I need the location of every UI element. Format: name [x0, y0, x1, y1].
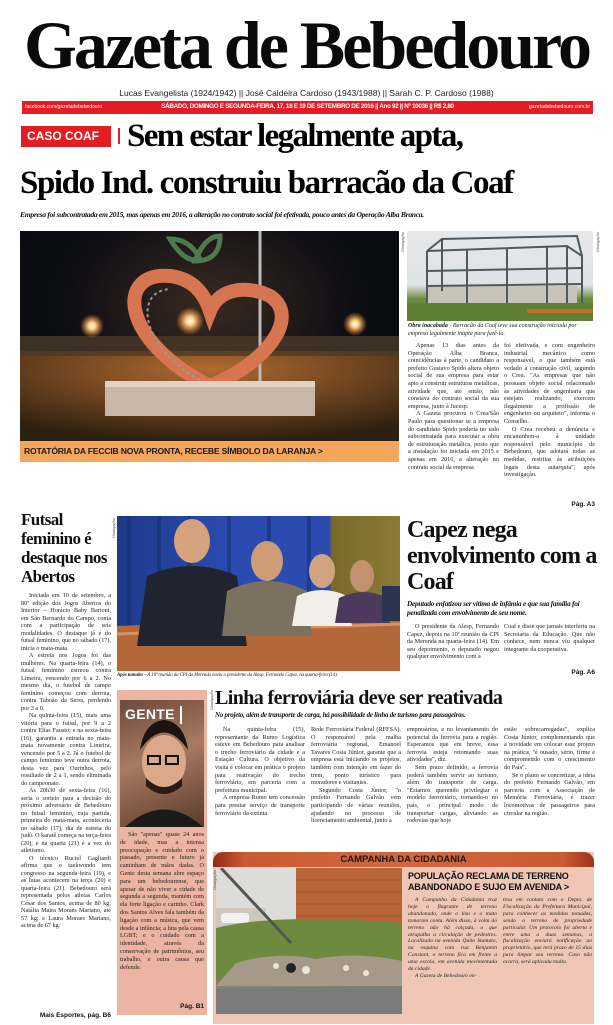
photo-credit-feccib: Divulgação: [400, 232, 405, 252]
futsal-paragraph: A estreia nos Jogos foi das mulheres. Na quarta-feira (14), o futsal feminino estreou contra Limeira, vencendo por 6 a 2. No mesmo dia, o futebol de campo feminino começou com derrota, contra Taboão da Serra, perdendo por 3 a 0.: [21, 652, 111, 712]
cpi-merenda-photo[interactable]: [117, 516, 400, 671]
capez-headline[interactable]: Capez nega envolvimento com a Coaf: [407, 517, 597, 595]
kicker-separator: [118, 128, 120, 144]
dateline: SÁBADO, DOMINGO E SEGUNDA-FEIRA, 17, 18 E 19 DE SETEMBRO DE 2016 || Ano 92 || Nº 10036 || R$ 2,80: [161, 103, 454, 110]
futsal-paragraph: Na quinta-feira (15), mais uma vitória para o futsal, por 9 a 2 contra Elias Fausto; e na sexta-feira (16), garantiu a entrada no mata-mata novamente contra Limeira, vencendo por 5 a 2. Já o futebol de campo feminino teve outra derrota, desta vez para Ourinhos, pelo resultado de 2 a 1, sendo eliminada do campeonato.: [21, 712, 111, 787]
lead-paragraph: O Crea recebeu a denúncia e encaminhou-a à unidade responsável pelo município de Bebedouro, que adotará todas as medidas, restritas às atribuições legais desta autarquia", após investigação.: [504, 425, 595, 479]
steel-structure-illustration: [407, 231, 593, 321]
capez-body-col1: [407, 623, 499, 661]
campanha-section-bar: CAMPANHA DA CIDADANIA: [213, 852, 594, 867]
ferrovia-col3: [407, 726, 498, 825]
futsal-body: [21, 592, 111, 930]
hearing-panel-illustration: [117, 516, 400, 671]
lead-paragraph: Apenas 13 dias antes da Operação Alba Branca, coincidências à parte, o candidato a prefeito Gustavo Spido altera objeto social de sua empresa para estar apto a construir estruturas metálicas, atividade que, até então, não constava do contrato social da sua empresa, junto à Jucesp.: [408, 342, 499, 410]
lead-headline-line1[interactable]: Sem estar legalmente apta,: [127, 118, 463, 154]
feccib-roundabout-photo[interactable]: [20, 231, 399, 441]
lead-page-ref[interactable]: Pág. A3: [571, 501, 595, 508]
capez-paragraph: Coaf e disse que jamais interferiu na Secretaria da Educação. Que não conhece, nem nunca viu qualquer integrante da cooperativa.: [504, 623, 595, 653]
futsal-headline[interactable]: Futsal feminino é destaque nos Abertos: [21, 510, 107, 586]
caption-text: - Barracão da Coaf teve sua construção iniciada por empresa legalmente inapta para fazê-lo.: [408, 323, 577, 337]
section-kicker: CASO COAF: [21, 126, 111, 147]
capez-page-ref[interactable]: Pág. A6: [571, 669, 595, 676]
dateline-bar: [22, 101, 593, 114]
heart-sculpture-illustration: [20, 231, 399, 441]
ferrovia-paragraph: estão sobrecarregadas", explica Costa Júnior, complementando que a novidade em colocar esse projeto na prática, "é ousado, sério, firme e comprometido com o crescimento do País".: [504, 726, 595, 771]
caption-title: Após tumulto: [117, 673, 143, 678]
facebook-link[interactable]: facebook.com/gazetadebebedouro: [25, 104, 103, 110]
cpi-photo-caption: [117, 673, 400, 679]
ferrovia-subheadline: No projeto, além de transporte de carga, há possibilidade de linha de turismo para passageiros.: [215, 712, 466, 719]
futsal-paragraph: Iniciada em 10 de setembro, a 80ª edição dos Jogos Abertos do Interior – Horácio Baby Barioni, em São Bernardo do Campo, conta com a participação de seis modalidades. O destaque já é do futsal feminino, que no sábado (17), inicia o mata-mata.: [21, 592, 111, 652]
gente-page-ref[interactable]: Pág. B1: [180, 1003, 204, 1010]
ferrovia-paragraph: Se o plano se concretizar, a ideia do prefeito Fernando Galvão, em parceria com a Associação de Memória Ferroviária, é trazer locomotivas de passageiros para circular na região.: [504, 771, 595, 817]
lead-body-col2: [504, 342, 595, 479]
futsal-paragraph: O técnico Ruciel Gagliardi afirma que o taekwondo tem congresso na segunda-feira (19), e as lutas acontecem na terça (20) e quarta-feira (21). Bebedouro será representada pelos atletas Carlos César dos Santos, acima de 80 kg; Natália Maira Moraes Mariano, até 57 kg; e Laura Moraes Mariano, acima de 67 kg.: [21, 854, 111, 929]
capez-paragraph: O presidente da Alesp, Fernando Capez, depois na 10ª reunião da CPI da Merenda na quarta-feira (14). Em seu depoimento, o deputado negou qualquer envolvimento com a: [407, 623, 499, 661]
ferrovia-paragraph: Rede Ferroviária Federal (RFFSA). O responsável pela malha ferroviária regional, Emanoel Tavares Costa Júnior, garante que a empresa está iniciando os projetos, também com intenção em fazer do trem, ponto turístico para moradores e visitantes.: [311, 726, 401, 787]
futsal-page-ref[interactable]: Mais Esportes, pág. B6: [39, 1012, 111, 1019]
campanha-paragraph: A Gazeta de Bebedouro en-: [415, 972, 477, 979]
caption-text: – A 10ª reunião da CPI da Merenda ouviu o presidente da Alesp, Fernando Capez, na quarta-feira (14).: [142, 673, 338, 678]
ferrovia-paragraph: A empresa Rumo tem concessão para prestar serviço de transporte ferroviário da extinta: [215, 794, 305, 817]
photo-credit-gente: Divulgação: [209, 690, 214, 710]
ferrovia-paragraph: Segundo Costa Júnior, "o prefeito Fernando Galvão vem participando de várias reuniões, ajudando no processo de licenciamento ambiental, junto a: [311, 786, 401, 825]
shed-photo-caption: [408, 323, 594, 338]
founders-line: Lucas Evangelista (1924/1942) || José Caldeira Cardoso (1943/1988) || Sarah C. P. Cardoso (1988): [119, 88, 494, 98]
ferrovia-col4: [504, 726, 595, 817]
masthead-title: Gazeta de Bebedouro: [23, 7, 590, 83]
campanha-headline[interactable]: POPULAÇÃO RECLAMA DE TERRENO ABANDONADO E SUJO EM AVENIDA >: [408, 871, 569, 892]
ferrovia-headline[interactable]: Linha ferroviária deve ser reativada: [215, 687, 503, 709]
abandoned-lot-photo[interactable]: [216, 868, 402, 1014]
gente-paragraph: São "apenas" quase 24 anos de idade, mas a intensa preocupação e cuidado com o passado, presente e futuro já caminham de mãos dadas. O Gente desta semana abre espaço para um bebedourense, que apesar de não viver a cidade de segunda a segunda, mantém com ela forte ligação e carinho. Clark dos Santos Alves fala também da ligação com a música, que vem desde a infância; a luta pela causa LGBT; e o cuidado com a identidade, através da conservação de patrimônios, seu trabalho, e outra causa que defende.: [120, 831, 204, 971]
gente-separator: [180, 706, 182, 724]
lead-body-col1: [408, 342, 499, 471]
campanha-paragraph: trou em contato com o Depto. de Fiscalização da Prefeitura Municipal, para conhecer as medidas tomadas, sendo o terreno de propriedade particular. Um protocolo foi aberto e entre uma a duas semanas, a fiscalização enviará notificação ao proprietário, que terá prazo de 15 dias para limpar seu terreno. Caso não ocorra, será aplicada multa.: [503, 897, 592, 966]
photo-credit-campanha: Divulgação: [212, 870, 217, 890]
ferrovia-col2: [311, 726, 401, 825]
coaf-shed-photo[interactable]: [407, 231, 593, 321]
ferrovia-col1: [215, 726, 305, 817]
lead-paragraph: A Gazeta procurou o Crea/São Paulo para questionar se a empresa do candidato Spido poderia ter sido subcontratada para executar a obra de estruturação metálica, posto que a instalação foi iniciada em 2015 e apenas em 2016, a alteração no contrato social da empresa: [408, 410, 499, 471]
gente-label: GENTE: [125, 706, 175, 722]
lead-headline-line2[interactable]: Spido Ind. construiu barracão da Coaf: [20, 165, 513, 201]
lead-subheadline: Empresa foi subcontratada em 2015, mas apenas em 2016, a alteração no contrato social foi efetivada, pouco antes da Operação Alba Branca.: [20, 210, 424, 219]
feccib-banner[interactable]: ROTATÓRIA DA FECCIB NOVA PRONTA, RECEBE SÍMBOLO DA LARANJA >: [20, 441, 399, 462]
lead-paragraph: foi efetivada, e com engenheiro industrial mecânico como responsável, o que também está vedado à construção civil, segundo o Crea. "As empresas que não possuam objeto social relacionado às atividades de engenharia que estejam realizando, exercem ilegalmente a profissão de engenheiro ou arquiteto", informa o Conselho.: [504, 342, 595, 425]
capez-body-col2: [504, 623, 595, 653]
ferrovia-paragraph: Sem prazo definido, a ferrovia poderá também servir ao turismo, além do transporte de carga. "Estamos querendo privilegiar o modelo ferroviário, tornando-o no país, o principal modo de transportar cargas, aliviando as rodovias que hoje: [407, 763, 498, 825]
photo-credit-shed: Divulgação: [595, 232, 600, 252]
gente-body: [120, 831, 204, 971]
ferrovia-paragraph: Na quinta-feira (15), representante da Rumo Logística esteve em Bebedouro para analisar o trecho ferroviário da cidade e a Estação Cultura. O objetivo da visita é colocar em prática o projeto para reativação do trecho ferroviário, em parceria com a prefeitura municipal.: [215, 726, 305, 794]
capez-subheadline: Deputado enfatizou ser vítima de infâmia e que sua família foi penalizada com envolvimento de seu nome.: [407, 600, 580, 617]
caption-title: Obra inacabada: [408, 323, 448, 329]
vacant-lot-illustration: [216, 868, 402, 1014]
campanha-col1: [408, 897, 497, 980]
ferrovia-paragraph: empresários, e no levantamento do potencial da ferrovia para a região. Esperamos que em breve, essa ferrovia esteja retomando suas atividades", diz.: [407, 726, 498, 764]
futsal-paragraph: Às 20h30 de sexta-feira (16), seria o sorteio para a decisão do próximo adversário de Bebedouro no futsal feminino, cuja partida, primeira do mata-mata, aconteceria no sábado (17), dia de estreia do judô. O karatê começa na terça-feira (20), e na quarta (21) é a vez do atletismo.: [21, 787, 112, 854]
campanha-paragraph: A Campanha da Cidadania traz hoje o flagrante de terreno abandonado, onde o lixo e o mato tomaram conta. Além disso, à volta do terreno não há calçada, o que atrapalha a circulação de pedestres. Localizado na avenida Quito Stamato, na esquina com rua Benjamin Constant, o terreno fica em frente a uma escola, em avenida movimentada da cidade.: [408, 897, 497, 973]
campanha-col2: [503, 897, 592, 966]
website-link[interactable]: gazetadebebedouro.com.br: [528, 104, 590, 110]
photo-credit-cpi: Divulgação: [111, 518, 116, 538]
